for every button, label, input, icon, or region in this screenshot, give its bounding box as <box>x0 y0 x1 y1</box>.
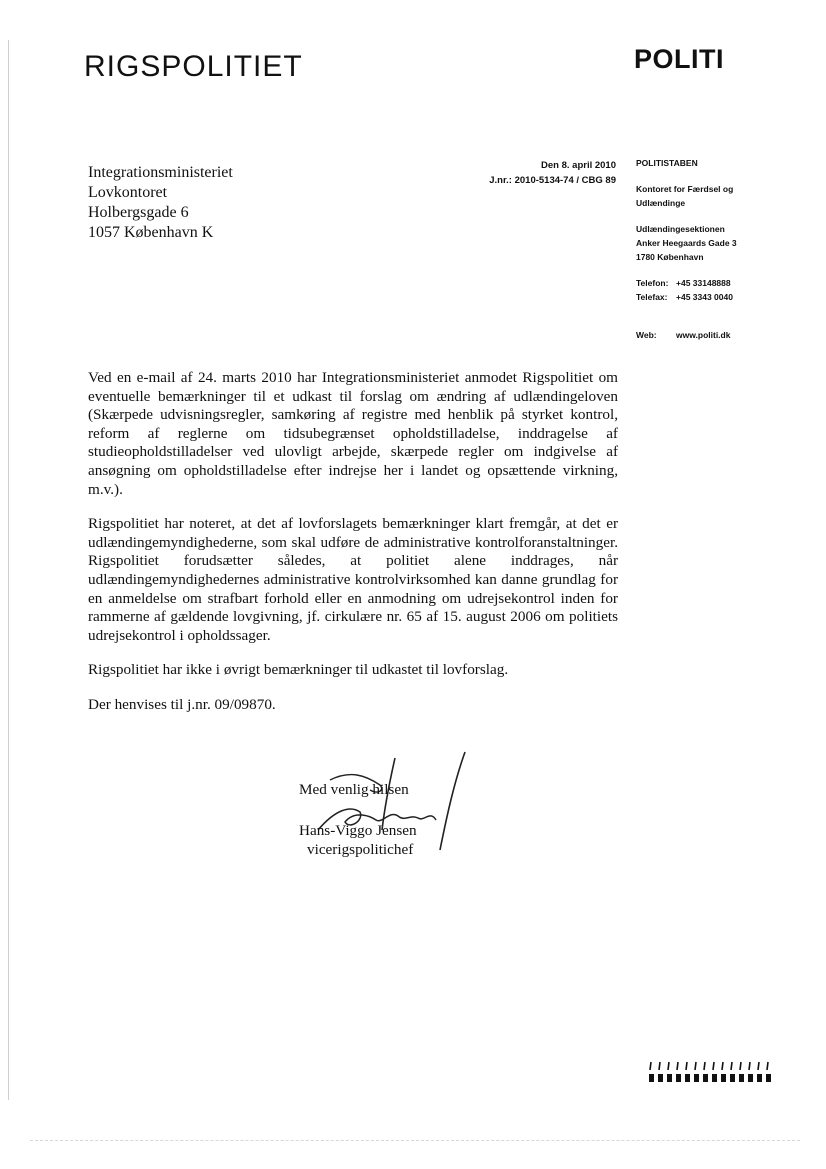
body-paragraph: Rigspolitiet har ikke i øvrigt bemærkninger til udkastet til lovforslag. <box>88 661 509 679</box>
web-value: www.politi.dk <box>676 330 731 340</box>
recipient-line: Integrationsministeriet <box>88 164 233 181</box>
scan-edge-line <box>8 40 9 1100</box>
fax-value: +45 3343 0040 <box>676 292 733 302</box>
sender-section-line: 1780 København <box>636 252 704 262</box>
sender-info <box>636 156 806 342</box>
sender-web <box>636 328 806 342</box>
closing-greeting: Med venlig hilsen <box>299 781 409 798</box>
recipient-address <box>88 163 233 243</box>
sender-section-line: Anker Heegaards Gade 3 <box>636 238 737 248</box>
scan-artifact-line <box>30 1140 800 1142</box>
reference-block <box>440 158 616 188</box>
recipient-line: Holbergsgade 6 <box>88 204 189 221</box>
sender-office-line: Udlændinge <box>636 198 686 208</box>
web-label: Web: <box>636 330 657 340</box>
fax-label: Telefax: <box>636 292 668 302</box>
sender-section-line: Udlændingesektionen <box>636 224 725 234</box>
signatory-name: Hans-Viggo Jensen <box>299 822 417 839</box>
signatory-title: vicerigspolitichef <box>307 841 414 858</box>
letter-body <box>88 369 618 731</box>
sender-fax <box>636 290 806 304</box>
sender-phone <box>636 276 806 290</box>
closing-block <box>299 780 417 859</box>
letter-date: Den 8. april 2010 <box>541 160 616 171</box>
phone-label: Telefon: <box>636 278 669 288</box>
body-paragraph: Ved en e-mail af 24. marts 2010 har Integrationsministeriet anmodet Rigspolitiet om eventuelle bemærkninger til et udkast til forslag om ændring af udlændingeloven (Skærpede udvisningsregler, samkøring af registre med henblik på styrket kontrol, reform af reglerne om tidsubegrænset opholdstilladelse, inddragelse af studieopholdstilladelser ved ulovligt arbejde, skærpede regler om indgivelse af ansøgning om opholdstilladelse efter indrejse her i landet og opsættende virkning, m.v.). <box>88 369 618 498</box>
body-paragraph: Der henvises til j.nr. 09/09870. <box>88 695 276 713</box>
sender-office-line: Kontoret for Færdsel og <box>636 184 734 194</box>
phone-value: +45 33148888 <box>676 278 731 288</box>
journal-number: J.nr.: 2010-5134-74 / CBG 89 <box>489 175 616 186</box>
politi-logo: POLITI <box>634 44 724 74</box>
letterhead-brand: RIGSPOLITIET <box>84 50 303 83</box>
body-paragraph: Rigspolitiet har noteret, at det af lovforslagets bemærkninger klart fremgår, at det er udlændingemyndighederne, som skal udføre de administrative kontrolforanstaltninger. Rigspolitiet forudsætter således, at politiet alene inddrages, når udlændingemyndighedernes administrative kontrolvirksomhed kan danne grundlag for en anmeldelse om strafbart forhold eller en anmodning om udrejsekontrol inden for rammerne af gældende lovgivning, jf. cirkulære nr. 65 af 15. august 2006 om politiets udrejsekontrol i opholdssager. <box>88 515 618 644</box>
recipient-line: Lovkontoret <box>88 184 168 201</box>
recipient-line: 1057 København K <box>88 224 214 241</box>
sender-unit: POLITISTABEN <box>636 158 698 168</box>
barcode-icon <box>648 1060 778 1084</box>
